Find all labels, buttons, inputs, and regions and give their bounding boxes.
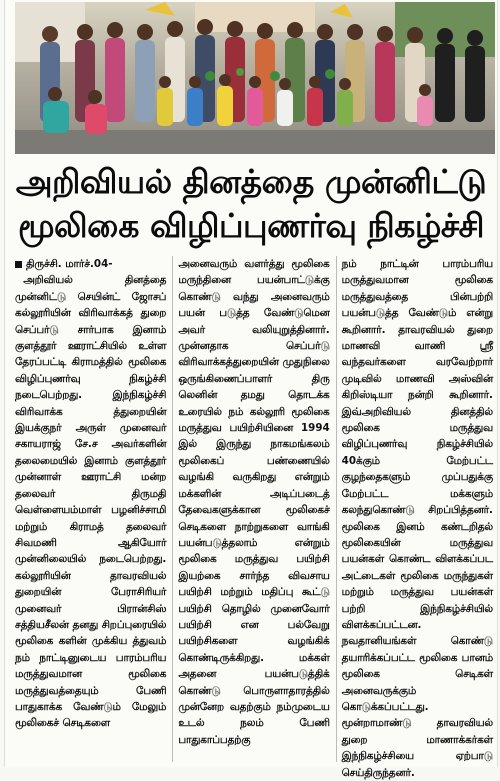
dateline: திருச்சி. மார்ச்.04-: [26, 258, 113, 270]
square-bullet-icon: [15, 261, 22, 268]
article-paragraph: நம் நாட்டின் பாரம்பரிய மருத்துவமான மூலிகை மருத்துவத்தை பின்பற்றி பயன்படுத்த வேண்டும் என்று கூறினார். தாவரவியல் துறை மாணவி வாணி ஸ்ரீ வந்தவர்களை வரவேற்றார் முடிவில் மாணவி அஸ்வின் கிறிஸ்டியா நன்றி கூறினார். இவ்அறிவியல் தினத்தில் மூலிகை மருத்துவ விழிப்புணர்வு நிகழ்ச்சியில் 40க்கும் மேற்பட்ட குழந்தைகளும் முப்பதுக்கு மேற்பட்ட மக்களும் கலந்துகொண்டு சிறப்பித்தனர். மூலிகை இனம் கண்டறிதல் மூலிகையின் மருத்துவ பயன்கள் கொண்ட விளக்கப்பட அட்டைகள் மூலிகை மருந்துகள் மற்றும் மருத்துவ பயன்கள் பற்றி இந்நிகழ்ச்சியில் விளக்கப்பட்டன. நவதானியங்கள் கொண்டு தயாரிக்கப்பட்ட மூலிகை பானம் மூலிகை செடிகள் அனைவருக்கும் கொடுக்கப்பட்டது. மூன்றாமாண்டு தாவரவியல் துறை மாணாக்கர்கள் இந்நிகழ்ச்சியை ஏற்பாடு செய்திருந்தனர்.: [341, 258, 493, 779]
group-photo-illustration: [15, 2, 495, 154]
headline-line-1: அறிவியல் தினத்தை முன்னிட்டு: [15, 162, 487, 201]
article-column-3: [336, 256, 493, 779]
article-paragraph: அறிவியல் தினத்தை முன்னிட்டு செயின்ட் ஜோசப் கல்லூரியின் விரிவாக்கத் துறை செப்பர்டு சார்பாக இனாம் குளத்தூர் ஊராட்சியில் உள்ள தேரப்பட்டி கிராமத்தில் மூலிகை விழிப்புணர்வு நிகழ்ச்சி நடைபெற்றது. இந்நிகழ்ச்சி விரிவாக்க த்துறையின் இயக்குநர் அருள் முனைவர் சகாயராஜ் சே.ச அவர்களின் தலைமையில் இனாம் குளத்தூர் முன்னாள் ஊராட்சி மன்ற தலைவர் திருமதி வெள்ளையம்மாள் பழனிச்சாமி மற்றும் கிராமத் தலைவர் சிவமணி ஆகியோர் முன்னிலையில் நடைபெற்றது. கல்லூரியின் தாவரவியல் துறையின் பேராசிரியர் முனைவர் பிரான்சிஸ் சத்தியசீலன் தனது சிறப்புரையில் மூலிகை களின் முக்கிய த்துவம் நம் நாட்டினுடைய பாரம்பரிய மருத்துவமான மூலிகை மருத்துவத்தையும் பேணி பாதுகாக்க வேண்டும் மேலும் மூலிகைச் செடிகளை: [15, 274, 167, 730]
article-paragraph: அனைவரும் வளர்த்து மூலிகை மருந்தினை பயன்பாட்டுக்கு கொண்டு வந்து அனைவரும் பயன் படுத்த வேண்டுமென அவர் வலியுறுத்தினார். முன்னதாக செப்பர்டு விரிவாக்கத்துறையின் முதுநிலை ஒருங்கிணைப்பாளர் திரு லெனின் தமது தொடக்க உரையில் நம் கல்லூரி மூலிகை மருத்துவ பயிற்சியினை 1994 இல் இருந்து நாகமங்கலம் மூலிகைப் பண்ணையில் வழங்கி வருகிறது என்றும் மக்களின் அடிப்படைத் தேவைகளுக்கான மூலிகைச் செடிகளை நாற்றுகளை வாங்கி பயன்படுத்தலாம் என்றும் மூலிகை மருத்துவ பயிற்சி இயற்கை சார்ந்த விவசாய பயிற்சி மற்றும் மதிப்பு கூட்டு பயிற்சி தொழில் முனைவோர் பயிற்சி என பல்வேறு பயிற்சிகளை வழங்கிக் கொண்டிருக்கிறது. மக்கள் அதனை பயன்படுத்திக் கொண்டு பொருளாதாரத்தில் முன்னேற வதற்கும் நம்முடைய உடல் நலம் பேணி பாதுகாப்பதற்கு: [178, 258, 330, 746]
dateline-block: [15, 256, 166, 272]
headline-line-2: மூலிகை விழிப்புணர்வு நிகழ்ச்சி: [17, 206, 485, 245]
article-body: [15, 256, 493, 779]
news-clipping: [4, 0, 498, 779]
group-photo: [15, 2, 495, 154]
headline: [13, 160, 489, 252]
article-column-2: [172, 256, 329, 762]
article-column-1: [15, 256, 166, 762]
